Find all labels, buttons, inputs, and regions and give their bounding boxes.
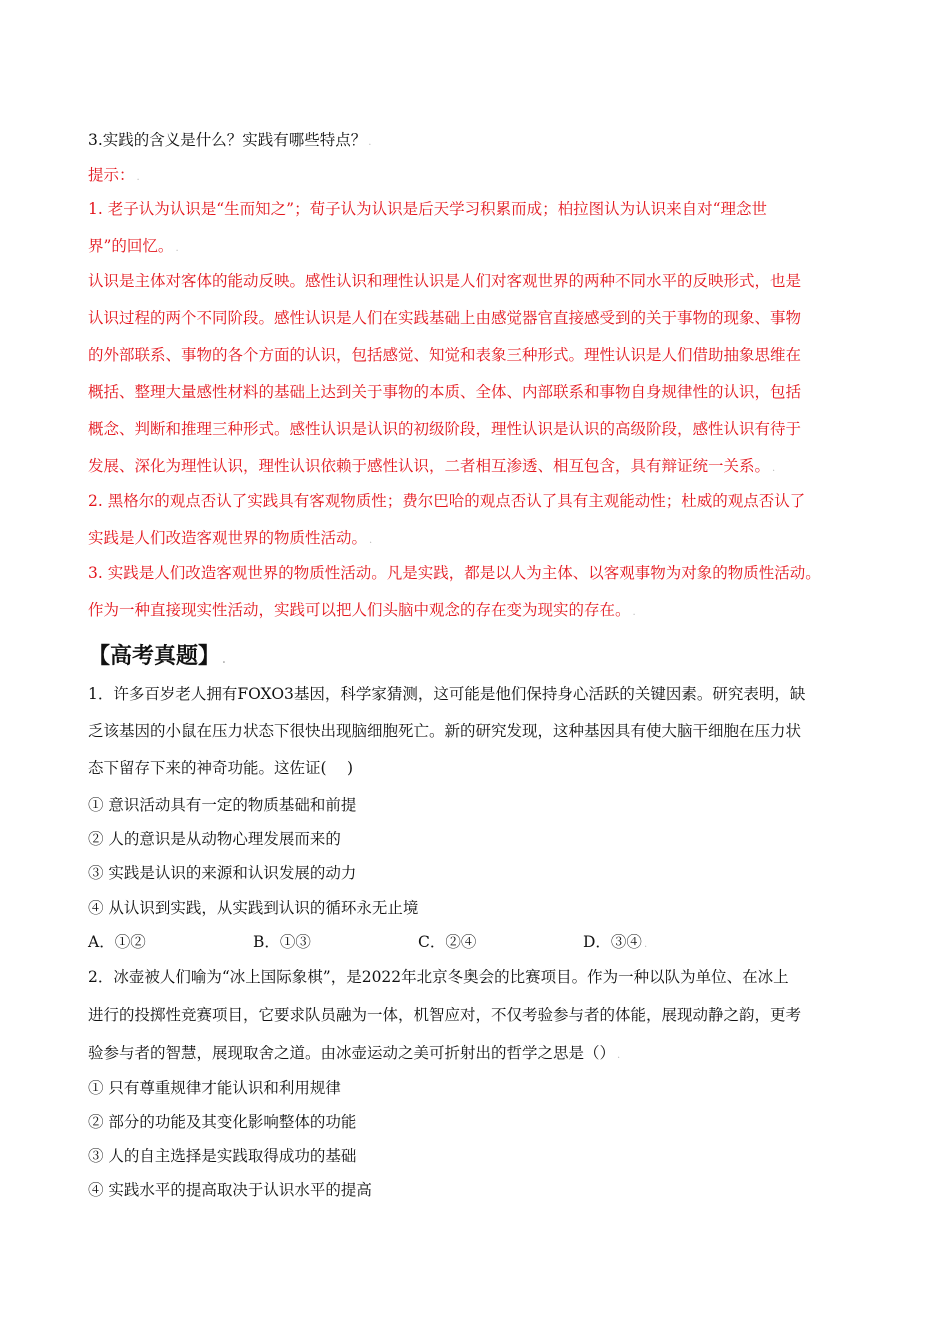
q2-statement-3: ③ 人的自主选择是实践取得成功的基础 — [88, 1147, 357, 1165]
paragraph-mark: . — [175, 243, 179, 254]
paragraph-mark: . — [368, 137, 372, 148]
q1-option-d — [583, 932, 647, 955]
exam-questions-heading — [88, 643, 226, 675]
hint-label-text: 提示： — [88, 166, 135, 184]
q2-statement-1: ① 只有尊重规律才能认识和利用规律 — [88, 1079, 341, 1097]
q1-stem-line-2: 乏该基因的小鼠在压力状态下很快出现脑细胞死亡。新的研究发现，这种基因具有使大脑干细胞在压力状 — [88, 722, 802, 740]
q1-option-b: B．①③ — [253, 933, 311, 951]
hint-label — [88, 165, 140, 188]
paragraph-mark: . — [617, 1050, 621, 1061]
answer-3-line-2-text: 作为一种直接现实性活动，实践可以把人们头脑中观念的存在变为现实的存在。 — [88, 601, 631, 619]
q2-stem-line-3 — [88, 1043, 620, 1066]
q1-option-a: A．①② — [88, 933, 146, 951]
answer-3-line-2 — [88, 600, 636, 623]
q1-statement-4: ④ 从认识到实践，从实践到认识的循环永无止境 — [88, 899, 419, 917]
q1-option-c: C．②④ — [418, 933, 477, 951]
answer-para-2-line-6-text: 发展、深化为理性认识，理性认识依赖于感性认识，二者相互渗透、相互包含，具有辩证统一关系。 — [88, 457, 771, 475]
paragraph-mark: . — [643, 939, 648, 950]
answer-2-line-2 — [88, 528, 372, 551]
question-3 — [88, 130, 371, 153]
q1-stem-line-1: 1．许多百岁老人拥有FOXO3基因，科学家猜测，这可能是他们保持身心活跃的关键因素。研究表明，缺 — [88, 685, 806, 703]
answer-para-2-line-2: 认识过程的两个不同阶段。感性认识是人们在实践基础上由感觉器官直接感受到的关于事物的现象、事物 — [88, 309, 802, 327]
paragraph-mark: . — [632, 607, 636, 618]
answer-2-line-2-text: 实践是人们改造客观世界的物质性活动。 — [88, 529, 368, 547]
paragraph-mark: . — [369, 535, 373, 546]
paragraph-mark: . — [222, 655, 226, 666]
answer-1-line-2-text: 界”的回忆。 — [88, 237, 174, 255]
q2-statement-2: ② 部分的功能及其变化影响整体的功能 — [88, 1113, 357, 1131]
paragraph-mark: . — [136, 172, 140, 183]
q1-statement-3: ③ 实践是认识的来源和认识发展的动力 — [88, 864, 357, 882]
q1-option-d-text: D．③④ — [583, 933, 642, 951]
answer-para-2-line-1: 认识是主体对客体的能动反映。感性认识和理性认识是人们对客观世界的两种不同水平的反映形式，也是 — [88, 272, 802, 290]
answer-3-line-1: 3. 实践是人们改造客观世界的物质性活动。凡是实践，都是以人为主体、以客观事物为对象的物质性活动。 — [88, 564, 821, 582]
q1-statement-1: ① 意识活动具有一定的物质基础和前提 — [88, 796, 357, 814]
answer-para-2-line-6 — [88, 456, 775, 479]
answer-1-line-1: 1. 老子认为认识是“生而知之”；荀子认为认识是后天学习积累而成；柏拉图认为认识来自对“理念世 — [88, 200, 767, 218]
q2-stem-line-3-text: 验参与者的智慧，展现取舍之道。由冰壶运动之美可折射出的哲学之思是（） — [88, 1044, 616, 1062]
exam-heading-text: 【高考真题】 — [88, 644, 221, 669]
answer-para-2-line-5: 概念、判断和推理三种形式。感性认识是认识的初级阶段，理性认识是认识的高级阶段，感性认识有待于 — [88, 420, 802, 438]
answer-para-2-line-3: 的外部联系、事物的各个方面的认识，包括感觉、知觉和表象三种形式。理性认识是人们借助抽象思维在 — [88, 346, 802, 364]
q2-stem-line-1: 2．冰壶被人们喻为“冰上国际象棋”，是2022年北京冬奥会的比赛项目。作为一种以队为单位、在冰上 — [88, 968, 789, 986]
q1-stem-line-3: 态下留存下来的神奇功能。这佐证( ) — [88, 759, 354, 777]
q1-statement-2: ② 人的意识是从动物心理发展而来的 — [88, 830, 341, 848]
answer-2-line-1: 2. 黑格尔的观点否认了实践具有客观物质性；费尔巴哈的观点否认了具有主观能动性；杜威的观点否认了 — [88, 492, 806, 510]
answer-1-line-2 — [88, 236, 179, 259]
answer-para-2-line-4: 概括、整理大量感性材料的基础上达到关于事物的本质、全体、内部联系和事物自身规律性的认识，包括 — [88, 383, 802, 401]
q2-statement-4: ④ 实践水平的提高取决于认识水平的提高 — [88, 1181, 372, 1199]
question-3-text: 3.实践的含义是什么？实践有哪些特点？ — [88, 131, 367, 149]
paragraph-mark: . — [772, 463, 776, 474]
q2-stem-line-2: 进行的投掷性竞赛项目，它要求队员融为一体，机智应对，不仅考验参与者的体能，展现动静之韵，更考 — [88, 1006, 802, 1024]
